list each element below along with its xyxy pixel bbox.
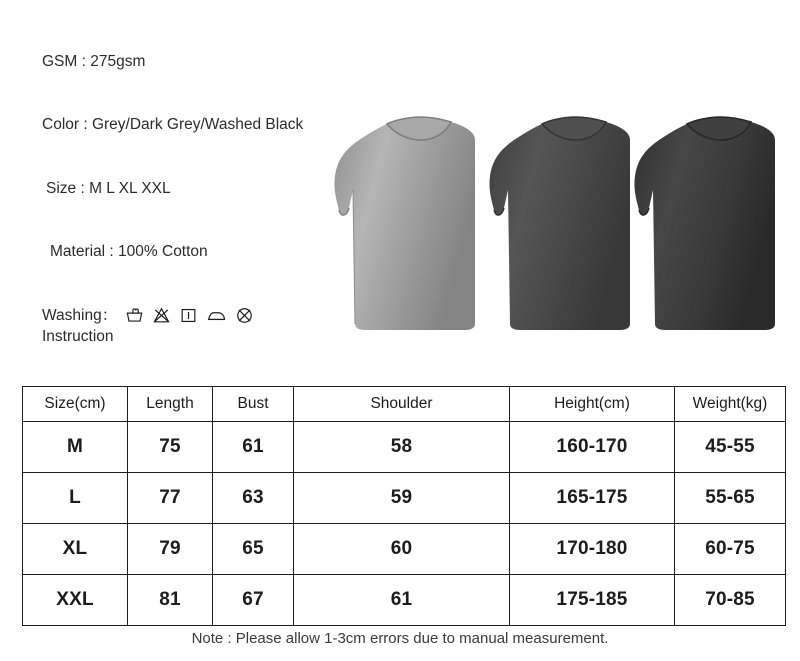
cell-shoulder: 59 — [294, 473, 510, 524]
measurement-note: Note : Please allow 1-3cm errors due to manual measurement. — [191, 630, 609, 647]
table-row — [23, 575, 786, 626]
grey-tee — [325, 110, 500, 340]
header-size: Size(cm) — [23, 387, 128, 422]
header-shoulder: Shoulder — [294, 387, 510, 422]
cell-bust: 65 — [213, 524, 294, 575]
do-not-bleach-icon — [152, 306, 171, 325]
cell-bust: 61 — [213, 422, 294, 473]
cell-shoulder: 58 — [294, 422, 510, 473]
cell-length: 77 — [128, 473, 213, 524]
product-image-group — [325, 110, 785, 350]
size-chart-table — [22, 386, 786, 626]
cell-height: 170-180 — [510, 524, 675, 575]
table-row — [23, 422, 786, 473]
washing-instruction-label: Instruction — [42, 327, 114, 345]
cell-size: XXL — [23, 575, 128, 626]
cell-size: L — [23, 473, 128, 524]
cell-size: M — [23, 422, 128, 473]
washing-label: Washing： — [42, 306, 118, 324]
table-row — [23, 473, 786, 524]
table-row — [23, 524, 786, 575]
cell-weight: 60-75 — [675, 524, 786, 575]
cell-length: 81 — [128, 575, 213, 626]
spec-material: Material : 100% Cotton — [50, 243, 208, 261]
spec-size: Size : M L XL XXL — [46, 179, 171, 197]
cell-height: 165-175 — [510, 473, 675, 524]
cell-size: XL — [23, 524, 128, 575]
table-header-row — [23, 387, 786, 422]
cell-height: 160-170 — [510, 422, 675, 473]
cell-height: 175-185 — [510, 575, 675, 626]
spec-gsm: GSM : 275gsm — [42, 53, 146, 70]
hand-wash-icon — [125, 306, 144, 325]
cell-shoulder: 61 — [294, 575, 510, 626]
cell-length: 79 — [128, 524, 213, 575]
cell-weight: 70-85 — [675, 575, 786, 626]
wash-icon-group — [125, 306, 254, 325]
cell-weight: 55-65 — [675, 473, 786, 524]
header-weight: Weight(kg) — [675, 387, 786, 422]
cell-length: 75 — [128, 422, 213, 473]
header-bust: Bust — [213, 387, 294, 422]
tumble-dry-icon — [179, 306, 198, 325]
cell-shoulder: 60 — [294, 524, 510, 575]
cell-bust: 67 — [213, 575, 294, 626]
cell-weight: 45-55 — [675, 422, 786, 473]
do-not-dry-clean-icon — [235, 306, 254, 325]
spec-color: Color : Grey/Dark Grey/Washed Black — [42, 116, 304, 134]
cell-bust: 63 — [213, 473, 294, 524]
header-length: Length — [128, 387, 213, 422]
header-height: Height(cm) — [510, 387, 675, 422]
washed-black-tee — [625, 110, 800, 340]
iron-low-icon — [206, 306, 227, 325]
